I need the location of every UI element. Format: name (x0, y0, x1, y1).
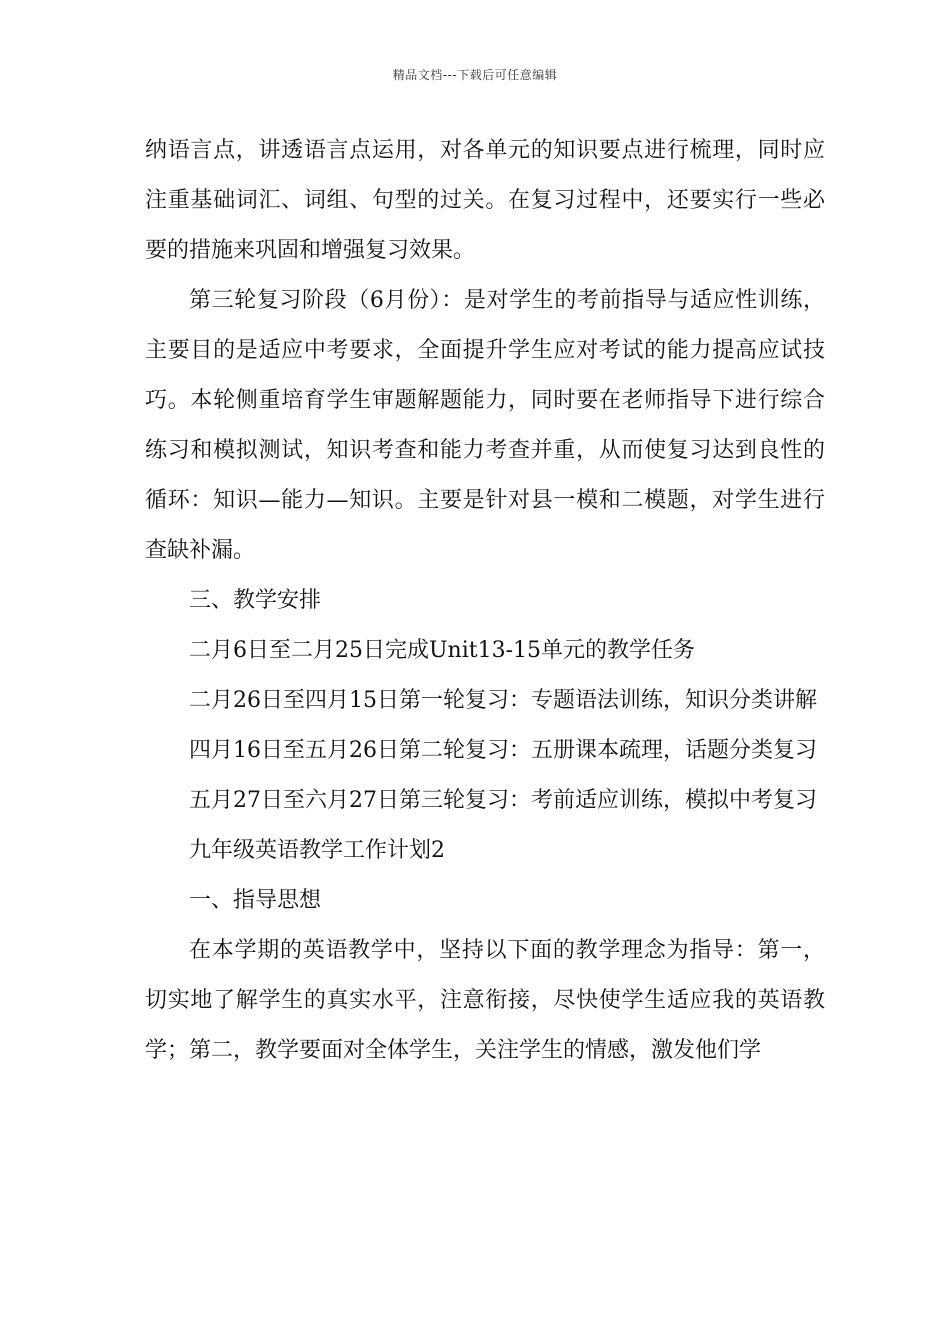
paragraph-third-round: 第三轮复习阶段（6月份）：是对学生的考前指导与适应性训练，主要目的是适应中考要求，全面提升学生应对考试的能力提高应试技巧。本轮侧重培育学生审题解题能力，同时要在老师指导下进行综合练习和模拟测试，知识考查和能力考查并重，从而使复习达到良性的循环：知识—能力—知识。主要是针对县一模和二模题，对学生进行查缺补漏。 (145, 288, 825, 563)
paragraph-continued-review: 纳语言点，讲透语言点运用，对各单元的知识要点进行梳理，同时应注重基础词汇、词组、句型的过关。在复习过程中，还要实行一些必要的措施来巩固和增强复习效果。 (145, 138, 825, 263)
heading-guiding-ideology: 一、指导思想 (189, 888, 322, 913)
page-header: 精品文档---下载后可任意编辑 (392, 68, 558, 82)
schedule-item-3: 四月16日至五月26日第二轮复习：五册课本疏理，话题分类复习 (189, 738, 817, 763)
schedule-item-1: 二月6日至二月25日完成Unit13-15单元的教学任务 (189, 638, 696, 663)
heading-teaching-schedule: 三、教学安排 (189, 588, 322, 613)
paragraph-teaching-philosophy: 在本学期的英语教学中，坚持以下面的教学理念为指导：第一，切实地了解学生的真实水平，注意衔接，尽快使学生适应我的英语教学；第二，教学要面对全体学生，关注学生的情感，激发他们学 (145, 938, 825, 1063)
schedule-item-2: 二月26日至四月15日第一轮复习：专题语法训练，知识分类讲解 (189, 688, 817, 713)
document-body (145, 126, 825, 1076)
schedule-item-4: 五月27日至六月27日第三轮复习：考前适应训练，模拟中考复习 (189, 788, 817, 813)
section-title-plan-2: 九年级英语教学工作计划2 (189, 838, 445, 863)
